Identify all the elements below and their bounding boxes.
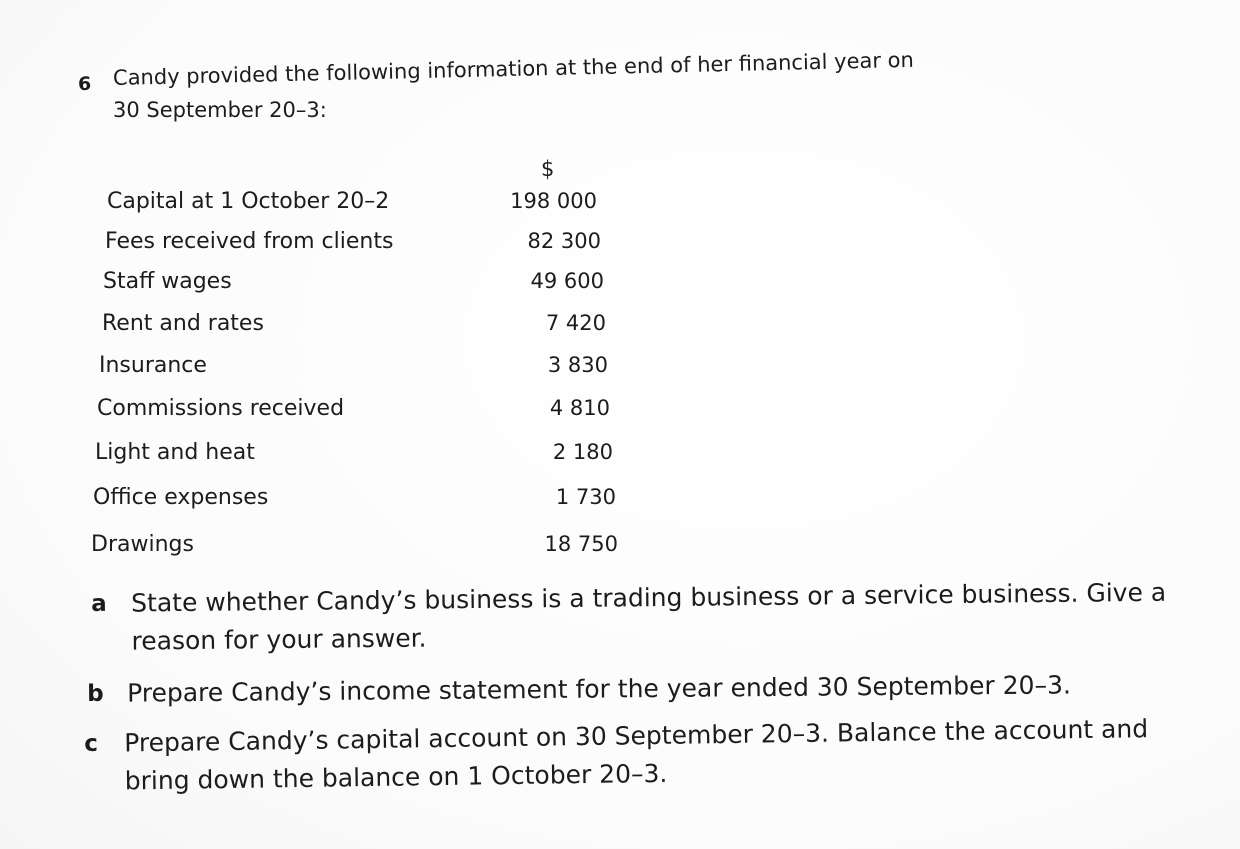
- ledger-item-amount: 18 750: [544, 532, 618, 556]
- part-text: [127, 666, 1071, 712]
- ledger-item-label: Drawings: [91, 532, 194, 557]
- part-text-line: State whether Candy’s business is a trading business or a service business. Give a: [131, 577, 1167, 618]
- ledger-item-label: Fees received from clients: [105, 229, 394, 254]
- ledger-item-amount: 1 730: [555, 485, 616, 509]
- part-text: [124, 710, 1149, 800]
- part-text-line: Prepare Candy’s income statement for the year ended 30 September 20–3.: [127, 670, 1071, 708]
- ledger-item-label: Office expenses: [93, 485, 269, 510]
- part-letter: c: [84, 730, 99, 757]
- question-stem-line-1: Candy provided the following information at the end of her financial year on: [112, 47, 915, 90]
- question-number: 6: [78, 73, 92, 95]
- ledger-item-label: Staff wages: [103, 269, 232, 294]
- currency-header: $: [541, 157, 555, 181]
- ledger-item-amount: 7 420: [545, 311, 606, 335]
- ledger-item-amount: 49 600: [530, 269, 604, 293]
- ledger-item-label: Capital at 1 October 20–2: [107, 189, 390, 214]
- part-text-line: reason for your answer.: [131, 623, 427, 656]
- part-text: [131, 574, 1167, 661]
- ledger-item-amount: 82 300: [527, 229, 601, 253]
- part-letter: b: [87, 680, 104, 707]
- ledger-item-label: Insurance: [99, 353, 207, 378]
- ledger-item-label: Light and heat: [95, 440, 255, 465]
- part-text-line: bring down the balance on 1 October 20–3.: [124, 758, 668, 796]
- ledger-item-amount: 4 810: [549, 396, 610, 420]
- part-letter: a: [91, 590, 107, 617]
- ledger-item-amount: 198 000: [510, 189, 597, 213]
- ledger-item-amount: 2 180: [552, 440, 613, 464]
- part-text-line: Prepare Candy’s capital account on 30 September 20–3. Balance the account and: [124, 714, 1149, 758]
- ledger-item-label: Commissions received: [97, 396, 345, 421]
- ledger-item-amount: 3 830: [547, 353, 608, 377]
- question-stem-line-2: 30 September 20–3:: [113, 98, 327, 122]
- ledger-item-label: Rent and rates: [102, 311, 264, 336]
